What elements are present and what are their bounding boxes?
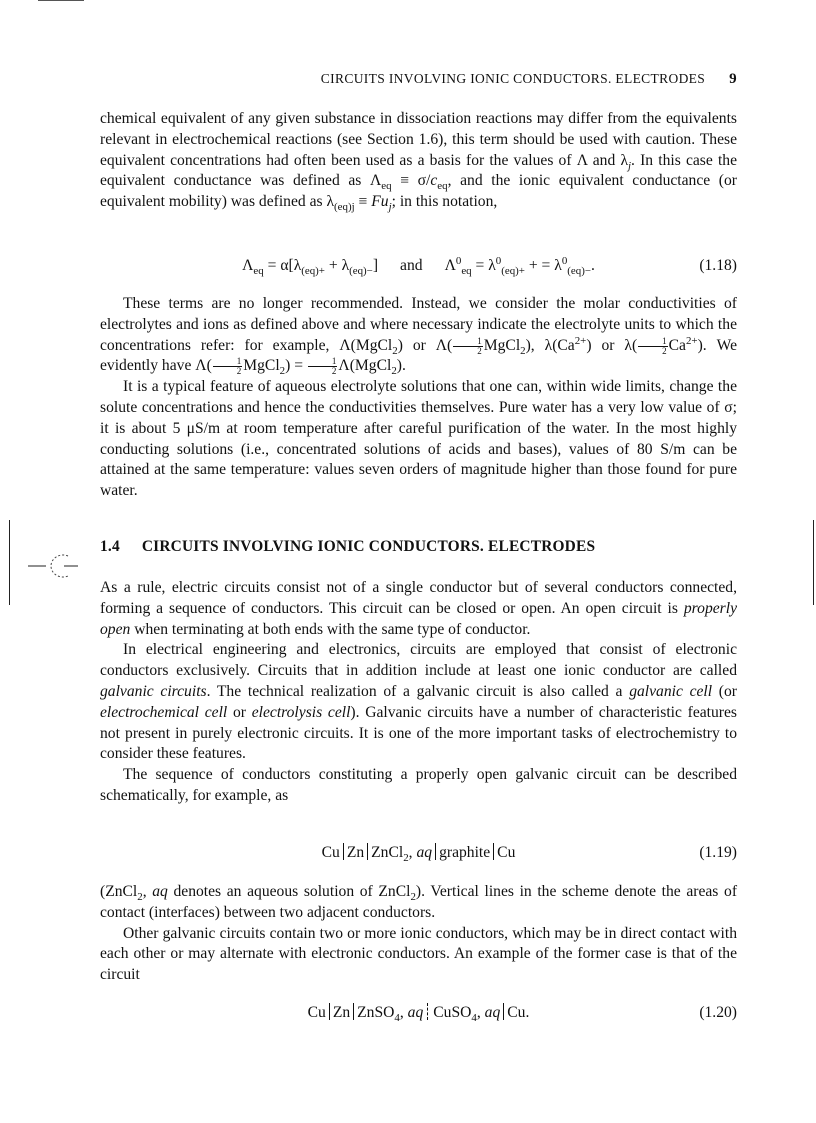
sup: 2+ xyxy=(574,334,587,347)
sub-j: j xyxy=(388,201,392,214)
sym: λ xyxy=(488,257,496,274)
sub: eq xyxy=(461,265,472,278)
page-number: 9 xyxy=(729,71,737,87)
sub-eq: eq xyxy=(437,180,448,193)
text: Λ(MgCl xyxy=(338,357,392,375)
paragraph-terms xyxy=(100,294,737,502)
sub: eq xyxy=(253,265,264,278)
text: chemical equivalent of any given substance in dissociation reactions may differ from the equivalents relevant in electrochemical reactions (see Section 1.6), this term should be used with caution. These equivalent concentrations had often been used as a basis for the values of Λ and λ xyxy=(100,110,737,169)
paragraph-typical: It is a typical feature of aqueous electrolyte solutions that one can, within wide limits, change the solute concentrations and hence the conductivities themselves. Pure water has a very low value of σ; it is about 5 μS/m at room temperature after careful purification of the water. In the most highly conducting solutions (i.e., concentrated solutions of acids and bases), values of 80 S/m can be attained at the same temperature: values seven orders of magnitude higher than those found for pure water. xyxy=(100,378,737,500)
sub: 2 xyxy=(520,344,526,357)
op: . xyxy=(590,257,595,274)
sub: (eq)− xyxy=(567,265,591,278)
sup: 0 xyxy=(495,254,502,267)
crop-mark-left xyxy=(9,520,10,605)
sup: 0 xyxy=(561,254,568,267)
equation-1-18 xyxy=(100,254,737,278)
section-heading xyxy=(100,538,737,556)
sym-c: c xyxy=(430,172,438,190)
text: ≡ xyxy=(354,193,372,211)
fraction-half: $\frac{1}{2}$ xyxy=(638,337,668,356)
op: + xyxy=(324,257,342,274)
equation-expression: Cu Zn ZnCl$_2$, aq graphite Cu xyxy=(321,844,516,865)
sub: 2 xyxy=(391,365,397,378)
sub: (eq)− xyxy=(349,265,373,278)
op: = xyxy=(263,257,281,274)
section-number: 1.4 xyxy=(100,538,120,555)
fraction-half: $\frac{1}{2}$ xyxy=(308,357,338,376)
equation-1-20 xyxy=(100,1001,737,1025)
sub-eq: eq xyxy=(381,180,392,193)
paragraph-sequence: The sequence of conductors constituting a properly open galvanic circuit can be described schematically, for example, as xyxy=(100,766,737,804)
op: [ xyxy=(288,257,294,274)
sup: 0 xyxy=(455,254,462,267)
sub: 2 xyxy=(392,344,398,357)
text: ) = xyxy=(285,357,307,375)
text: ; in this notation, xyxy=(391,193,498,211)
top-rule xyxy=(38,0,84,1)
paragraph-zncl: (ZnCl$_2$, aq denotes an aqueous solution of ZnCl$_2$). Vertical lines in the scheme denote the areas of contact (interfaces) between two adjacent conductors. Other galvanic circuits contain two or more ionic conductors, which may be in direct contact with each other or may alternate with electronic conductors. An example of the former case is that of the circuit xyxy=(100,882,737,986)
text: ). xyxy=(396,357,406,375)
equation-number: (1.19) xyxy=(699,844,737,861)
sym: λ xyxy=(554,257,562,274)
equation-expression: Cu Zn ZnSO$_4$, aq CuSO$_4$, aq Cu. xyxy=(307,1004,530,1025)
text: ), λ(Ca xyxy=(525,336,575,354)
text: ) or λ( xyxy=(586,336,638,354)
sym: Λ xyxy=(242,257,254,274)
text: . In this case the equivalent conductance was defined as Λ xyxy=(100,151,737,190)
text: Ca xyxy=(668,336,686,354)
paragraph-other: Other galvanic circuits contain two or more ionic conductors, which may be in direct contact with each other or may alternate with electronic conductors. An example of the former case is that of the circuit xyxy=(100,924,737,984)
sub: (eq)+ xyxy=(301,265,325,278)
op: ] xyxy=(372,257,379,274)
text: , and the ionic equivalent conductance (or equivalent mobility) was defined as λ xyxy=(100,172,737,211)
sym: α xyxy=(280,257,289,274)
equation-number: (1.20) xyxy=(699,1004,737,1021)
crop-mark-right xyxy=(813,520,814,605)
paragraph-engineering: In electrical engineering and electronics, circuits are employed that consist of electronic conductors exclusively. Circuits that in addition include at least one ionic conductor are called galvanic circuits. The technical realization of a galvanic circuit is also called a galvanic cell (or electrochemical cell or electrolysis cell). Galvanic circuits have a number of characteristic features not present in purely electronic circuits. It is one of the more important tasks of electrochemistry to consider these features. xyxy=(100,641,737,763)
sym-fu: Fu xyxy=(371,193,389,211)
equation-1-19 xyxy=(100,841,737,865)
text: These terms are no longer recommended. Instead, we consider the molar conductivities of electrolytes and ions as defined above and where necessary indicate the electrolyte units to which the concentrations refer: for example, Λ(MgCl xyxy=(100,295,737,354)
sym: λ xyxy=(293,257,302,274)
registration-mark-icon xyxy=(28,553,78,579)
text: ) or Λ( xyxy=(397,336,453,354)
fraction-half: $\frac{1}{2}$ xyxy=(213,357,243,376)
equation-number: (1.18) xyxy=(699,257,737,274)
running-head-title: CIRCUITS INVOLVING IONIC CONDUCTORS. ELECTRODES xyxy=(320,71,706,86)
sub: (eq)+ xyxy=(501,265,525,278)
section-title: CIRCUITS INVOLVING IONIC CONDUCTORS. ELECTRODES xyxy=(141,538,596,555)
sub-j: j xyxy=(628,159,632,172)
sym: Λ xyxy=(444,257,456,274)
op: = xyxy=(471,257,489,274)
sym: λ xyxy=(341,257,350,274)
text: ). We evidently have Λ( xyxy=(100,336,737,375)
sub-eqj: (eq)j xyxy=(334,201,355,214)
conjunction: and xyxy=(400,257,423,274)
text: MgCl xyxy=(483,336,521,354)
paragraph-rule: As a rule, electric circuits consist not of a single conductor but of several conductors connected, forming a sequence of conductors. This circuit can be closed or open. An open circuit is properly open when terminating at both ends with the same type of conductor. xyxy=(100,579,737,638)
section-body xyxy=(100,578,737,807)
text: ≡ σ/ xyxy=(391,172,431,190)
text: MgCl xyxy=(243,357,280,375)
op: + xyxy=(524,257,542,274)
equation-expression xyxy=(100,254,737,278)
paragraph-equivalent xyxy=(100,109,737,213)
sub: 2 xyxy=(279,365,286,378)
fraction-half: $\frac{1}{2}$ xyxy=(453,337,483,356)
running-head xyxy=(100,71,737,91)
sup: 2+ xyxy=(685,334,698,347)
op: = xyxy=(541,257,555,274)
